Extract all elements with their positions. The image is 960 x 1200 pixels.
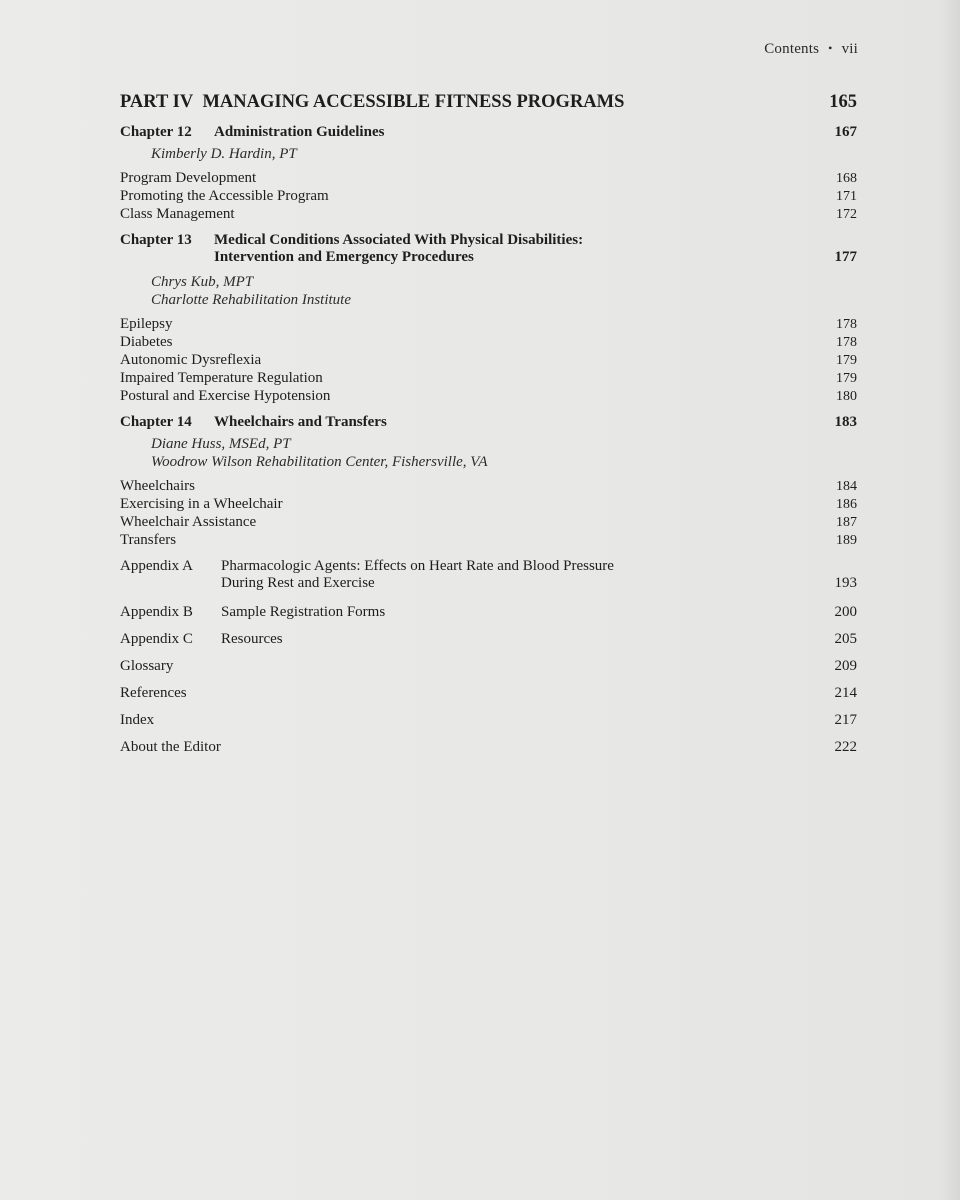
entry-page: 168: [836, 171, 857, 186]
chapter-title: Administration Guidelines: [214, 124, 385, 140]
page-edge-shadow: [938, 0, 960, 1200]
table-of-contents: [120, 92, 857, 758]
entry-page: 178: [836, 317, 857, 332]
references-entry[interactable]: [120, 685, 857, 704]
about-editor-entry[interactable]: [120, 739, 857, 758]
toc-entry[interactable]: [120, 478, 857, 496]
appendix-c-entry[interactable]: [120, 631, 857, 650]
appendix-page: 200: [834, 604, 857, 620]
appendix-title-line1: Pharmacologic Agents: Effects on Heart Rate and Blood Pressure: [221, 558, 614, 574]
chapter-author-affiliation: Charlotte Rehabilitation Institute: [151, 292, 351, 308]
chapter-author: Diane Huss, MSEd, PT: [151, 436, 291, 452]
chapter-title-line1: Medical Conditions Associated With Physical Disabilities:: [214, 232, 584, 248]
chapter-author: Kimberly D. Hardin, PT: [151, 146, 297, 162]
entry-page: 180: [836, 389, 857, 404]
entry-title: Wheelchairs: [120, 478, 195, 494]
glossary-entry[interactable]: [120, 658, 857, 677]
entry-page: 222: [834, 739, 857, 755]
entry-page: 186: [836, 497, 857, 512]
appendix-title: Sample Registration Forms: [221, 604, 386, 620]
appendix-label: Appendix B: [120, 604, 193, 620]
entry-page: 179: [836, 353, 857, 368]
entry-title: Program Development: [120, 170, 257, 186]
entry-title: Epilepsy: [120, 316, 173, 332]
appendix-page: 193: [834, 575, 857, 591]
toc-entry[interactable]: [120, 388, 857, 406]
chapter-author-affiliation: Woodrow Wilson Rehabilitation Center, Fishersville, VA: [151, 454, 488, 470]
entry-title: About the Editor: [120, 739, 221, 755]
entry-title: Impaired Temperature Regulation: [120, 370, 323, 386]
entry-title: Glossary: [120, 658, 174, 674]
running-header: [764, 41, 858, 58]
chapter-13-heading[interactable]: [120, 232, 857, 272]
toc-entry[interactable]: [120, 206, 857, 224]
header-title: Contents: [764, 41, 820, 57]
part-page: 165: [829, 92, 857, 112]
entry-page: 172: [836, 207, 857, 222]
entry-page: 209: [834, 658, 857, 674]
entry-title: Postural and Exercise Hypotension: [120, 388, 331, 404]
appendix-title-line2: During Rest and Exercise: [221, 575, 375, 591]
entry-title: Promoting the Accessible Program: [120, 188, 329, 204]
toc-entry[interactable]: [120, 316, 857, 334]
entry-page: 187: [836, 515, 857, 530]
appendix-b-entry[interactable]: [120, 604, 857, 623]
appendix-label: Appendix A: [120, 558, 193, 574]
toc-entry[interactable]: [120, 514, 857, 532]
toc-entry[interactable]: [120, 334, 857, 352]
entry-title: Transfers: [120, 532, 177, 548]
toc-entry[interactable]: [120, 532, 857, 550]
appendix-title: Resources: [221, 631, 283, 647]
part-heading[interactable]: [120, 92, 857, 118]
chapter-number: Chapter 14: [120, 414, 192, 430]
entry-page: 179: [836, 371, 857, 386]
toc-entry[interactable]: [120, 496, 857, 514]
entry-page: 184: [836, 479, 857, 494]
entry-page: 189: [836, 533, 857, 548]
chapter-title-line2: Intervention and Emergency Procedures: [214, 249, 474, 265]
chapter-author: Chrys Kub, MPT: [151, 274, 254, 290]
entry-title: Diabetes: [120, 334, 173, 350]
toc-entry[interactable]: [120, 370, 857, 388]
entry-title: Autonomic Dysreflexia: [120, 352, 262, 368]
chapter-page: 177: [834, 249, 857, 265]
entry-title: Exercising in a Wheelchair: [120, 496, 283, 512]
part-label: PART IV: [120, 92, 194, 112]
toc-entry[interactable]: [120, 352, 857, 370]
entry-title: Wheelchair Assistance: [120, 514, 257, 530]
toc-entry[interactable]: [120, 170, 857, 188]
toc-entry[interactable]: [120, 188, 857, 206]
chapter-page: 183: [834, 414, 857, 430]
appendix-page: 205: [834, 631, 857, 647]
appendix-a-entry[interactable]: [120, 558, 857, 596]
index-entry[interactable]: [120, 712, 857, 731]
chapter-title: Wheelchairs and Transfers: [214, 414, 387, 430]
chapter-number: Chapter 13: [120, 232, 192, 248]
chapter-14-heading[interactable]: [120, 414, 857, 436]
header-bullet: •: [828, 41, 833, 55]
appendix-label: Appendix C: [120, 631, 193, 647]
entry-page: 171: [836, 189, 857, 204]
entry-title: Index: [120, 712, 155, 728]
header-page-number: vii: [841, 41, 858, 57]
part-title: MANAGING ACCESSIBLE FITNESS PROGRAMS: [202, 92, 625, 112]
chapter-number: Chapter 12: [120, 124, 192, 140]
chapter-page: 167: [834, 124, 857, 140]
entry-page: 214: [834, 685, 857, 701]
entry-page: 217: [834, 712, 857, 728]
entry-title: References: [120, 685, 187, 701]
entry-title: Class Management: [120, 206, 235, 222]
chapter-12-heading[interactable]: [120, 124, 857, 146]
entry-page: 178: [836, 335, 857, 350]
